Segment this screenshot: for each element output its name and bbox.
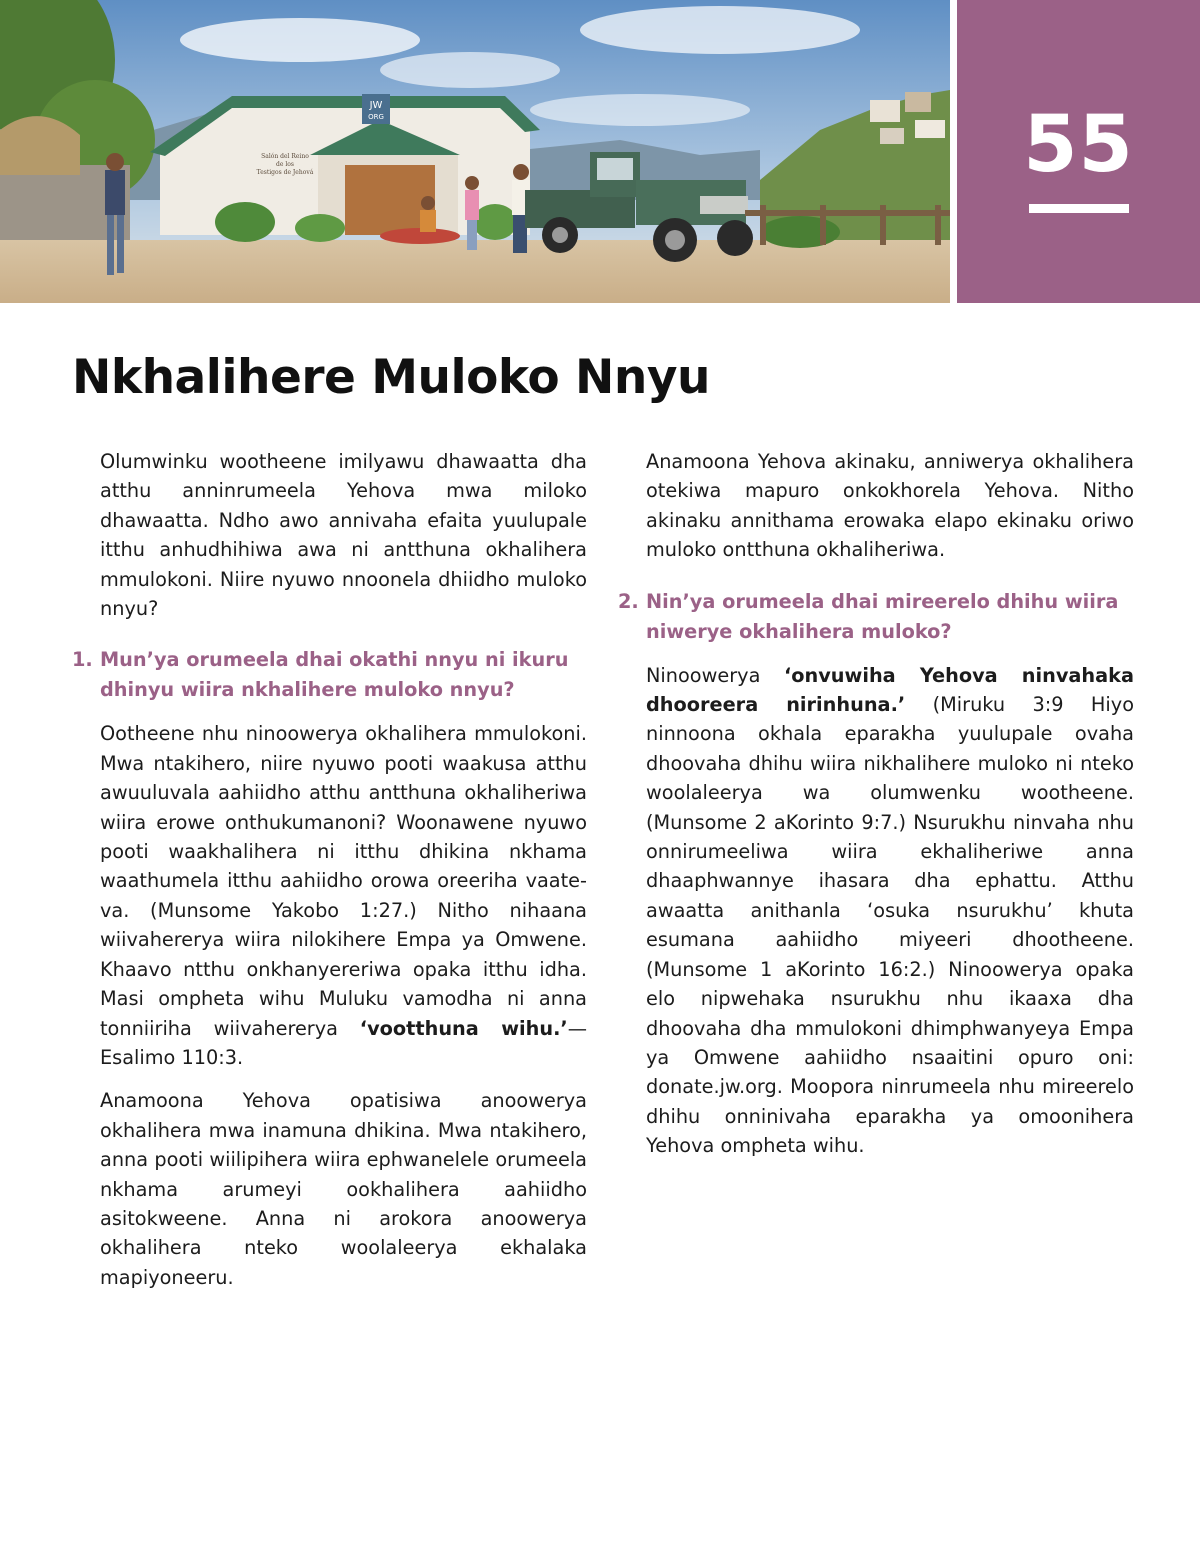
- lesson-number-tab: [957, 0, 1200, 303]
- answer-2-paragraph: [646, 661, 1134, 1161]
- answer-1-paragraph-2: Anamoona Yehova opatisiwa anoowerya okhalihera mwa inamuna dhikina. Mwa ntakihero, anna pooti wiilipihera wiira ephwanelele orumeela nkhama arumeyi ookhalihera aahiidho asitokweene. Anna ni arokora anoowerya okhalihera nteko woolaleerya ekhalaka mapiyoneeru.: [100, 1089, 587, 1289]
- kingdom-hall-photo: [0, 0, 950, 303]
- question-2-text: Nin’ya orumeela dhai mireerelo dhihu wiira niwerye okhalihera muloko?: [646, 589, 1119, 643]
- question-2-number: 2.: [618, 589, 639, 613]
- answer-2-text: (Miruku 3:9 Hiyo ninnoona okhala eparakha yuulupale ovaha dhoovaha dhihu wiira nikhalihere muloko ni nteko woolaleerya wa olumwenku wootheene. (Munsome 2 aKorinto 9:7.) Nsurukhu ninvaha nhu onnirumeeliwa wiira ekhaliheriwe anna dhaaphwannye ihasara dha ephattu. Atthu awaatta anithanla ‘osuka nsurukhu’ khuta esumana aahiidho miyeeri dhootheene. (Munsome 1 aKorinto 16:2.) Ninoowerya opaka elo nipwehaka nsurukhu nhu ikaaxa dha dhoovaha dha mmulokoni dhimphwanyeya Empa ya Omwene aahiidho nsaaitini opuro oni: donate.jw.org. Moopora ninrumeela nhu mireerelo dhihu onninivaha eparakha ya omoonihera Yehova ompheta wihu.: [646, 693, 1134, 1158]
- answer-2-lead: Ninoowerya: [646, 663, 784, 687]
- right-column: [618, 447, 1134, 1175]
- jw-logo-bottom: ORG: [368, 113, 384, 121]
- question-2: [618, 587, 1134, 647]
- answer-2-bold-quote: ‘onvuwiha Yehova ninvahaka dhooreera nirinhuna.’: [646, 663, 1134, 717]
- answer-1-paragraph-1: [100, 719, 587, 1072]
- question-1: [72, 645, 587, 705]
- answer-1-bold-quote: ‘vootthuna wihu.’: [359, 1016, 568, 1040]
- continued-paragraph: Anamoona Yehova akinaku, anniwerya okhalihera otekiwa mapuro onkokhorela Yehova. Nitho akinaku annithama erowaka elapo ekinaku oriwo muloko ontthuna okhaliheriwa.: [646, 450, 1134, 562]
- left-column: [72, 447, 587, 1306]
- intro-paragraph: Olumwinku wootheene imilyawu dhawaatta dha atthu anninrumeela Yehova mwa miloko dhawaatta. Ndho awo annivaha efaita yuulupale itthu anhudhihiwa awa ni antthuna okhalihera mmulokoni. Niire nyuwo nnoonela dhiidho muloko nnyu?: [100, 450, 587, 621]
- answer-1-citation: —Esalimo 110:3.: [100, 1016, 587, 1069]
- building-sign-line-2: de los: [276, 161, 294, 168]
- question-1-text: Mun’ya orumeela dhai okathi nnyu ni ikuru dhinyu wiira nkhalihere muloko nnyu?: [100, 648, 569, 702]
- page-title: Nkhalihere Muloko Nnyu: [72, 350, 710, 405]
- building-sign-line-1: Salón del Reino: [261, 153, 309, 160]
- jw-logo-top: JW: [369, 100, 383, 111]
- lesson-number: 55: [1023, 100, 1134, 190]
- building-sign-line-3: Testigos de Jehová: [256, 169, 314, 176]
- lesson-number-underline: [1029, 204, 1129, 213]
- answer-1-text: Ootheene nhu ninoowerya okhalihera mmulokoni. Mwa ntakihero, niire nyuwo pooti waakusa atthu awuuluvala aahiidho atthu antthuna okhaliheriwa wiira erowe onthukumanoni? Woonawene nyuwo pooti waakhalihera ni itthu dhikina nkhama waathumela itthu aahiidho orowa oreeriha vaate-va. (Munsome Yakobo 1:27.) Nitho nihaana wiivahererya wiira nilokihere Empa ya Omwene. Khaavo ntthu onkhanyereriwa opaka itthu idha. Masi ompheta wihu Muluku vamodha ni anna tonniiriha wiivahererya: [100, 722, 587, 1040]
- question-1-number: 1.: [72, 648, 93, 672]
